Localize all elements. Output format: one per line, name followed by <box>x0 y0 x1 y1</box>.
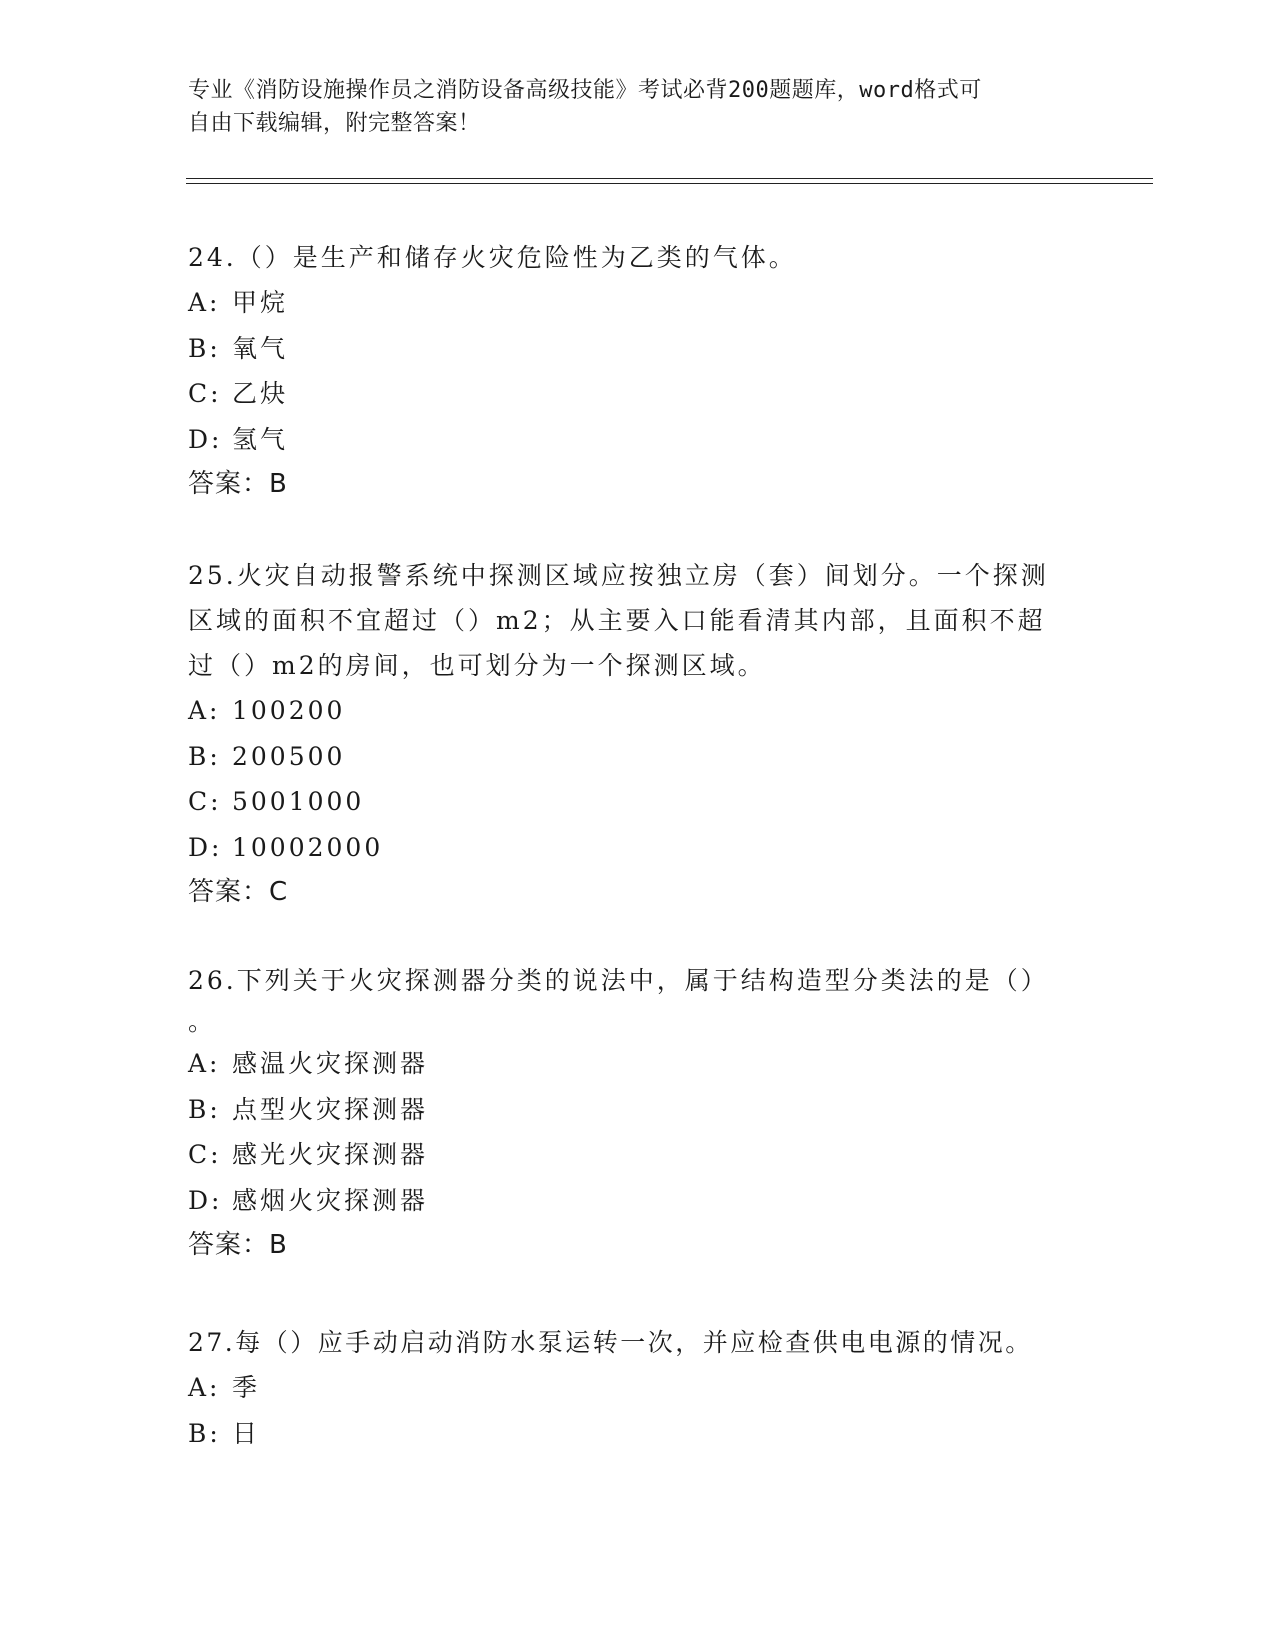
option-text: 5001000 <box>232 787 365 816</box>
option-a <box>188 1365 1088 1411</box>
option-d <box>188 417 1088 463</box>
option-text: 甲烷 <box>232 288 289 317</box>
option-text: 感烟火灾探测器 <box>232 1185 429 1215</box>
answer-line: 答案：C <box>188 877 289 907</box>
option-key: D: <box>188 832 223 862</box>
option-a <box>188 1041 1088 1087</box>
option-text: 日 <box>232 1418 261 1448</box>
question-stem: 27.每（）应手动启动消防水泵运转一次，并应检查供电电源的情况。 <box>188 1328 1033 1357</box>
option-b <box>188 734 1088 780</box>
header-divider-bottom <box>186 183 1153 184</box>
option-text: 点型火灾探测器 <box>232 1094 429 1124</box>
question-stem-line-2: 区域的面积不宜超过（）m2；从主要入口能看清其内部，且面积不超 <box>188 606 1046 635</box>
question-24 <box>188 235 1088 507</box>
option-text: 季 <box>232 1373 261 1402</box>
option-text: 感温火灾探测器 <box>232 1049 429 1078</box>
option-key: D: <box>188 424 223 454</box>
question-26 <box>188 958 1088 1268</box>
question-25 <box>188 553 1088 915</box>
option-key: B: <box>188 1418 221 1448</box>
option-key: B: <box>188 1094 221 1124</box>
option-text: 乙炔 <box>232 379 289 408</box>
option-a <box>188 280 1088 326</box>
option-key: B: <box>188 741 221 771</box>
option-text: 100200 <box>232 696 346 725</box>
option-b <box>188 326 1088 372</box>
option-key: D: <box>188 1185 223 1215</box>
question-stem-line-1: 25.火灾自动报警系统中探测区域应按独立房（套）间划分。一个探测 <box>188 561 1049 590</box>
option-key: C: <box>188 1140 222 1169</box>
option-c <box>188 371 1088 417</box>
header-line-2: 自由下载编辑，附完整答案！ <box>188 111 481 136</box>
option-text: 感光火灾探测器 <box>232 1140 429 1169</box>
question-stem-line-3: 过（）m2的房间，也可划分为一个探测区域。 <box>188 651 766 680</box>
option-key: C: <box>188 787 222 816</box>
option-d <box>188 825 1088 871</box>
option-text: 氢气 <box>232 424 289 454</box>
option-text: 10002000 <box>232 832 384 862</box>
option-key: B: <box>188 333 221 363</box>
document-header <box>188 74 1088 140</box>
option-key: A: <box>188 696 221 725</box>
option-d <box>188 1178 1088 1224</box>
option-key: A: <box>188 1049 221 1078</box>
option-key: A: <box>188 1373 221 1402</box>
option-a <box>188 688 1088 734</box>
option-c <box>188 1132 1088 1178</box>
header-divider-top <box>186 178 1153 179</box>
header-line-1: 专业《消防设施操作员之消防设备高级技能》考试必背200题题库，word格式可 <box>188 78 982 103</box>
question-stem-line-1: 26.下列关于火灾探测器分类的说法中，属于结构造型分类法的是（） <box>188 966 1049 995</box>
option-key: A: <box>188 288 221 317</box>
answer-line: 答案：B <box>188 1230 288 1260</box>
answer-line: 答案：B <box>188 469 288 499</box>
option-text: 氧气 <box>232 333 289 363</box>
option-b <box>188 1087 1088 1133</box>
question-27 <box>188 1320 1088 1456</box>
option-c <box>188 779 1088 825</box>
question-stem-line-2: 。 <box>188 1007 217 1036</box>
option-text: 200500 <box>232 741 346 771</box>
option-key: C: <box>188 379 222 408</box>
option-b <box>188 1411 1088 1457</box>
question-stem: 24.（）是生产和储存火灾危险性为乙类的气体。 <box>188 243 797 272</box>
